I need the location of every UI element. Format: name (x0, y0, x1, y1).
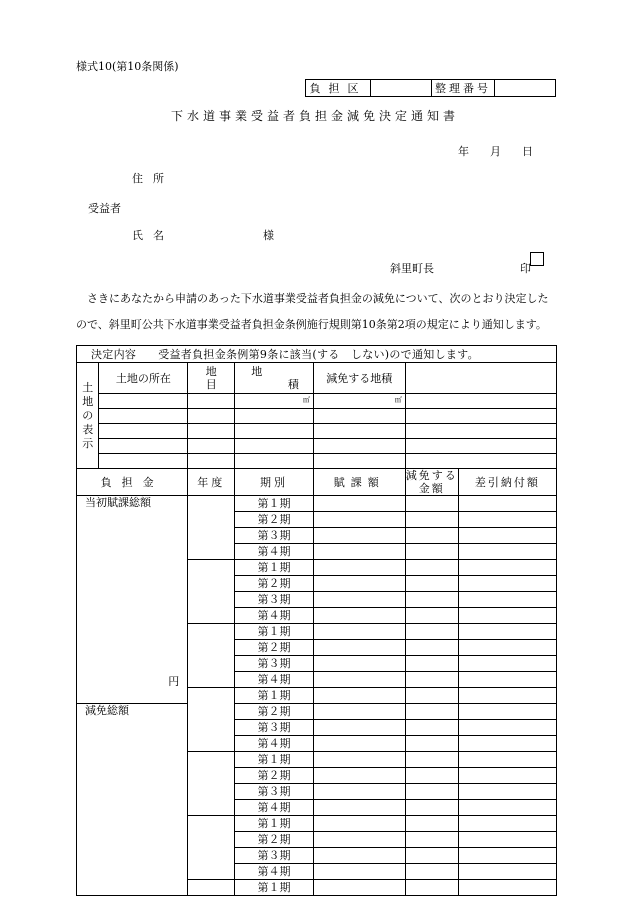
levy-cell (313, 752, 405, 768)
net-payment-cell (458, 848, 556, 864)
reduction-total-cell (77, 704, 188, 896)
reduction-cell (405, 512, 458, 528)
reduction-cell (405, 704, 458, 720)
period-cell: 第４期 (235, 672, 314, 688)
fiscal-year-cell (188, 560, 235, 624)
fiscal-year-cell (188, 752, 235, 816)
reduction-cell (405, 560, 458, 576)
period-cell: 第２期 (235, 576, 314, 592)
reduction-cell (405, 800, 458, 816)
date-year: 年 (458, 145, 469, 158)
area-unit: ㎡ (235, 394, 314, 409)
levy-cell (313, 624, 405, 640)
period-cell: 第３期 (235, 592, 314, 608)
net-payment-cell (458, 592, 556, 608)
period-cell: 第２期 (235, 704, 314, 720)
period-header: 期別 (235, 469, 314, 496)
honorific: 様 (263, 229, 274, 242)
net-payment-cell (458, 768, 556, 784)
seal-mark: 印 (520, 262, 531, 275)
fiscal-year-cell (188, 880, 235, 896)
net-payment-cell (458, 528, 556, 544)
land-display-label: 土地の表示 (77, 363, 99, 469)
reduction-cell (405, 768, 458, 784)
date-month: 月 (490, 145, 501, 158)
fiscal-year-header: 年度 (188, 469, 235, 496)
period-cell: 第１期 (235, 688, 314, 704)
net-payment-cell (458, 496, 556, 512)
period-cell: 第３期 (235, 784, 314, 800)
period-cell: 第２期 (235, 640, 314, 656)
reduction-cell (405, 816, 458, 832)
period-cell: 第４期 (235, 800, 314, 816)
period-cell: 第１期 (235, 496, 314, 512)
levy-cell (313, 640, 405, 656)
net-payment-cell (458, 672, 556, 688)
period-cell: 第３期 (235, 720, 314, 736)
net-payment-cell (458, 544, 556, 560)
reference-number-label: 整理番号 (432, 80, 495, 97)
burden-header: 負担金 (77, 469, 188, 496)
net-payment-cell (458, 624, 556, 640)
reduction-cell (405, 880, 458, 896)
fiscal-year-cell (188, 688, 235, 752)
yen-label: 円 (168, 675, 180, 688)
header-table (305, 79, 556, 97)
reduction-cell (405, 544, 458, 560)
land-blank-header (405, 363, 556, 394)
net-payment-cell (458, 864, 556, 880)
mayor-title: 斜里町長 (390, 262, 434, 275)
name-label: 氏名 (132, 229, 174, 242)
land-area-header: 地 積 (235, 363, 314, 394)
net-payment-cell (458, 816, 556, 832)
net-payment-cell (458, 720, 556, 736)
levy-cell (313, 768, 405, 784)
levy-amount-header: 賦課額 (313, 469, 405, 496)
levy-cell (313, 864, 405, 880)
exempt-area-header: 減免する地積 (313, 363, 405, 394)
net-payment-cell (458, 512, 556, 528)
form-number: 様式10(第10条関係) (76, 60, 179, 73)
period-cell: 第４期 (235, 544, 314, 560)
reduction-cell (405, 592, 458, 608)
net-payment-cell (458, 576, 556, 592)
period-cell: 第３期 (235, 656, 314, 672)
burden-district-label: 負担区 (306, 80, 371, 97)
main-table (76, 345, 557, 896)
burden-district-value (371, 80, 432, 97)
net-payment-cell (458, 640, 556, 656)
period-cell: 第４期 (235, 608, 314, 624)
reduction-cell (405, 656, 458, 672)
net-payment-cell (458, 832, 556, 848)
levy-cell (313, 656, 405, 672)
reduction-cell (405, 528, 458, 544)
net-payment-cell (458, 800, 556, 816)
net-payment-cell (458, 880, 556, 896)
date-day: 日 (522, 145, 533, 158)
levy-cell (313, 736, 405, 752)
reduction-cell (405, 624, 458, 640)
net-payment-cell (458, 784, 556, 800)
levy-cell (313, 784, 405, 800)
period-cell: 第１期 (235, 560, 314, 576)
levy-cell (313, 512, 405, 528)
period-row (77, 496, 557, 512)
reduction-amount-header: 減免する金額 (405, 469, 458, 495)
body-line-2: ので、斜里町公共下水道事業受益者負担金条例施行規則第10条第2項の規定により通知します。 (76, 318, 547, 331)
reduction-cell (405, 864, 458, 880)
levy-cell (313, 560, 405, 576)
net-payment-cell (458, 688, 556, 704)
period-cell: 第１期 (235, 880, 314, 896)
levy-cell (313, 848, 405, 864)
levy-cell (313, 688, 405, 704)
net-payment-cell (458, 608, 556, 624)
initial-total-label: 当初賦課総額 (85, 496, 151, 509)
fiscal-year-cell (188, 816, 235, 880)
reduction-cell (405, 640, 458, 656)
period-cell: 第３期 (235, 528, 314, 544)
reduction-cell (405, 496, 458, 512)
period-cell: 第４期 (235, 864, 314, 880)
levy-cell (313, 528, 405, 544)
period-row (77, 704, 557, 720)
levy-cell (313, 800, 405, 816)
seal-box (530, 252, 544, 266)
decision-content: 決定内容 受益者負担金条例第9条に該当(する しない)ので通知します。 (77, 346, 557, 363)
levy-cell (313, 720, 405, 736)
period-cell: 第２期 (235, 512, 314, 528)
levy-cell (313, 576, 405, 592)
reduction-total-label: 減免総額 (85, 704, 129, 717)
reduction-cell (405, 688, 458, 704)
reduction-cell (405, 848, 458, 864)
levy-cell (313, 704, 405, 720)
levy-cell (313, 496, 405, 512)
table-continuation-line (76, 863, 77, 873)
levy-cell (313, 672, 405, 688)
net-payment-cell (458, 656, 556, 672)
period-cell: 第２期 (235, 832, 314, 848)
period-cell: 第２期 (235, 768, 314, 784)
reduction-cell (405, 672, 458, 688)
fiscal-year-cell (188, 496, 235, 560)
reduction-cell (405, 720, 458, 736)
period-cell: 第３期 (235, 848, 314, 864)
net-payment-cell (458, 752, 556, 768)
reduction-cell (405, 608, 458, 624)
period-cell: 第１期 (235, 816, 314, 832)
levy-cell (313, 608, 405, 624)
fiscal-year-cell (188, 624, 235, 688)
period-cell: 第１期 (235, 624, 314, 640)
reduction-cell (405, 784, 458, 800)
initial-total-cell (77, 496, 188, 704)
net-payment-header: 差引納付額 (458, 469, 556, 496)
net-payment-cell (458, 704, 556, 720)
document-title: 下水道事業受益者負担金減免決定通知書 (170, 109, 459, 123)
address-label: 住所 (132, 172, 174, 185)
levy-cell (313, 816, 405, 832)
reduction-cell (405, 752, 458, 768)
land-category-header: 地 目 (188, 363, 235, 394)
reduction-cell (405, 832, 458, 848)
land-location-header: 土地の所在 (99, 363, 188, 394)
exempt-area-unit: ㎡ (313, 394, 405, 409)
levy-cell (313, 592, 405, 608)
net-payment-cell (458, 560, 556, 576)
reduction-cell (405, 736, 458, 752)
net-payment-cell (458, 736, 556, 752)
levy-cell (313, 544, 405, 560)
period-cell: 第１期 (235, 752, 314, 768)
body-line-1: さきにあなたから申請のあった下水道事業受益者負担金の減免について、次のとおり決定した (87, 292, 549, 305)
reduction-cell (405, 576, 458, 592)
levy-cell (313, 880, 405, 896)
levy-cell (313, 832, 405, 848)
period-cell: 第４期 (235, 736, 314, 752)
reference-number-value (495, 80, 556, 97)
beneficiary-label: 受益者 (88, 202, 121, 215)
